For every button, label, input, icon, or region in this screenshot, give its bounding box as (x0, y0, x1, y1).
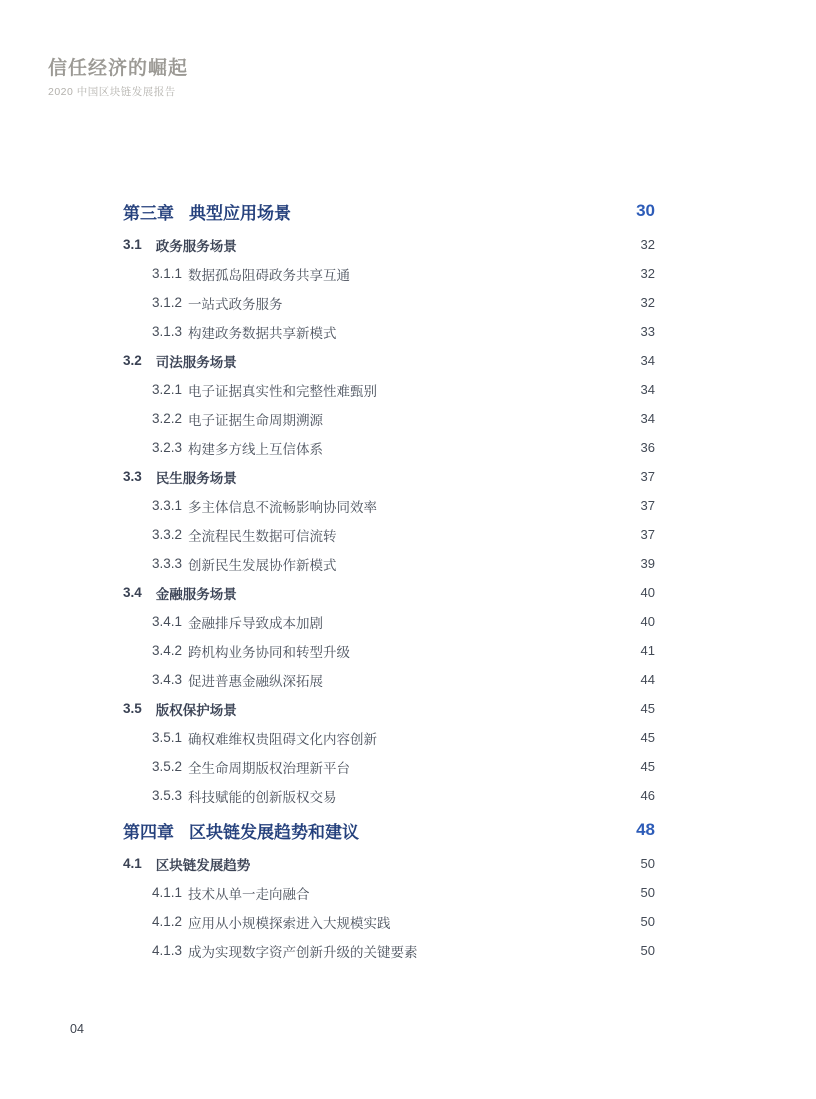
toc-entry-number: 3.4 (123, 585, 142, 600)
toc-entry-title: 应用从小规模探索进入大规模实践 (188, 915, 391, 931)
toc-entry-title: 全流程民生数据可信流转 (188, 528, 337, 544)
toc-entry-number: 3.5.1 (152, 730, 183, 745)
toc-entry-page: 46 (640, 788, 655, 803)
toc-section-entry[interactable] (123, 346, 655, 375)
toc-subsection-entry[interactable] (123, 636, 655, 665)
toc-entry-title: 技术从单一走向融合 (188, 886, 310, 902)
toc-entry-number: 4.1 (123, 856, 142, 871)
toc-chapter-entry[interactable] (123, 194, 655, 228)
toc-entry-title: 金融排斥导致成本加剧 (188, 615, 324, 631)
toc-entry-page: 32 (640, 266, 655, 281)
toc-entry-page: 50 (640, 943, 655, 958)
toc-entry-title: 电子证据生命周期溯源 (188, 412, 324, 428)
toc-entry-page: 40 (640, 585, 655, 600)
toc-entry-title: 促进普惠金融纵深拓展 (188, 673, 324, 689)
toc-entry-number: 第四章 (123, 822, 174, 842)
toc-subsection-entry[interactable] (123, 259, 655, 288)
toc-entry-page: 45 (640, 701, 655, 716)
toc-entry-number: 4.1.3 (152, 943, 183, 958)
toc-subsection-entry[interactable] (123, 665, 655, 694)
footer-page-number: 04 (70, 1022, 84, 1036)
toc-entry-page: 40 (640, 614, 655, 629)
toc-entry-number: 第三章 (123, 203, 174, 223)
toc-section-entry[interactable] (123, 578, 655, 607)
toc-entry-number: 3.5.3 (152, 788, 183, 803)
toc-entry-number: 4.1.2 (152, 914, 183, 929)
toc-entry-title: 政务服务场景 (155, 238, 237, 254)
toc-entry-page: 50 (640, 914, 655, 929)
toc-entry-title: 全生命周期版权治理新平台 (188, 760, 351, 776)
toc-entry-number: 3.2.2 (152, 411, 183, 426)
toc-entry-number: 3.3.1 (152, 498, 183, 513)
toc-subsection-entry[interactable] (123, 607, 655, 636)
toc-entry-page: 50 (640, 885, 655, 900)
toc-entry-page: 48 (636, 820, 655, 839)
table-of-contents (123, 194, 655, 965)
toc-entry-title: 成为实现数字资产创新升级的关键要素 (188, 944, 418, 960)
toc-entry-number: 3.2.3 (152, 440, 183, 455)
toc-entry-title: 一站式政务服务 (188, 296, 283, 312)
toc-entry-number: 3.3.2 (152, 527, 183, 542)
toc-entry-number: 3.1 (123, 237, 142, 252)
toc-entry-title: 区块链发展趋势 (155, 857, 251, 873)
toc-entry-page: 34 (640, 411, 655, 426)
toc-entry-number: 3.5 (123, 701, 142, 716)
toc-entry-title: 司法服务场景 (155, 354, 237, 370)
toc-entry-page: 32 (640, 295, 655, 310)
toc-entry-page: 37 (640, 527, 655, 542)
toc-chapter-entry[interactable] (123, 813, 655, 847)
logo-title: 信任经济的崛起 (48, 58, 189, 79)
toc-subsection-entry[interactable] (123, 723, 655, 752)
toc-entry-number: 3.4.2 (152, 643, 183, 658)
toc-section-entry[interactable] (123, 849, 655, 878)
report-logo (48, 58, 188, 99)
toc-entry-page: 34 (640, 353, 655, 368)
toc-entry-page: 50 (640, 856, 655, 871)
toc-subsection-entry[interactable] (123, 433, 655, 462)
toc-entry-page: 45 (640, 730, 655, 745)
toc-chapter-block (123, 813, 655, 965)
toc-entry-page: 32 (640, 237, 655, 252)
toc-entry-title: 金融服务场景 (155, 586, 237, 602)
toc-subsection-entry[interactable] (123, 907, 655, 936)
toc-subsection-entry[interactable] (123, 549, 655, 578)
toc-subsection-entry[interactable] (123, 781, 655, 810)
toc-entry-number: 3.4.3 (152, 672, 183, 687)
toc-entry-number: 3.5.2 (152, 759, 183, 774)
toc-entry-page: 37 (640, 498, 655, 513)
toc-section-entry[interactable] (123, 694, 655, 723)
toc-subsection-entry[interactable] (123, 520, 655, 549)
toc-entry-title: 确权难维权贵阻碍文化内容创新 (188, 731, 378, 747)
toc-entry-number: 3.1.1 (152, 266, 183, 281)
toc-entry-title: 构建多方线上互信体系 (188, 441, 324, 457)
toc-entry-title: 多主体信息不流畅影响协同效率 (188, 499, 378, 515)
toc-subsection-entry[interactable] (123, 317, 655, 346)
toc-entry-page: 41 (640, 643, 655, 658)
toc-entry-title: 电子证据真实性和完整性难甄别 (188, 383, 378, 399)
toc-entry-title: 科技赋能的创新版权交易 (188, 789, 337, 805)
toc-subsection-entry[interactable] (123, 491, 655, 520)
toc-entry-page: 30 (636, 201, 655, 220)
toc-entry-number: 3.2 (123, 353, 142, 368)
toc-entry-title: 民生服务场景 (155, 470, 237, 486)
toc-entry-title: 数据孤岛阻碍政务共享互通 (188, 267, 351, 283)
toc-entry-number: 3.1.3 (152, 324, 183, 339)
toc-entry-title: 区块链发展趋势和建议 (189, 822, 359, 842)
toc-entry-page: 34 (640, 382, 655, 397)
toc-subsection-entry[interactable] (123, 375, 655, 404)
logo-subtitle: 2020 中国区块链发展报告 (48, 85, 176, 98)
toc-subsection-entry[interactable] (123, 288, 655, 317)
toc-subsection-entry[interactable] (123, 936, 655, 965)
toc-subsection-entry[interactable] (123, 878, 655, 907)
toc-entry-title: 跨机构业务协同和转型升级 (188, 644, 351, 660)
toc-entry-title: 典型应用场景 (189, 203, 291, 223)
toc-entry-number: 3.3 (123, 469, 142, 484)
toc-entry-title: 构建政务数据共享新模式 (188, 325, 337, 341)
toc-entry-page: 45 (640, 759, 655, 774)
toc-entry-page: 36 (640, 440, 655, 455)
toc-entry-page: 44 (640, 672, 655, 687)
toc-entry-number: 3.1.2 (152, 295, 183, 310)
toc-entry-page: 39 (640, 556, 655, 571)
toc-entry-title: 创新民生发展协作新模式 (188, 557, 337, 573)
toc-section-entry[interactable] (123, 230, 655, 259)
toc-subsection-entry[interactable] (123, 404, 655, 433)
toc-subsection-entry[interactable] (123, 752, 655, 781)
toc-entry-number: 3.4.1 (152, 614, 183, 629)
toc-entry-title: 版权保护场景 (155, 702, 237, 718)
toc-entry-number: 3.2.1 (152, 382, 183, 397)
toc-entry-page: 33 (640, 324, 655, 339)
toc-entry-number: 4.1.1 (152, 885, 183, 900)
toc-entry-page: 37 (640, 469, 655, 484)
toc-section-entry[interactable] (123, 462, 655, 491)
toc-chapter-block (123, 194, 655, 810)
toc-entry-number: 3.3.3 (152, 556, 183, 571)
